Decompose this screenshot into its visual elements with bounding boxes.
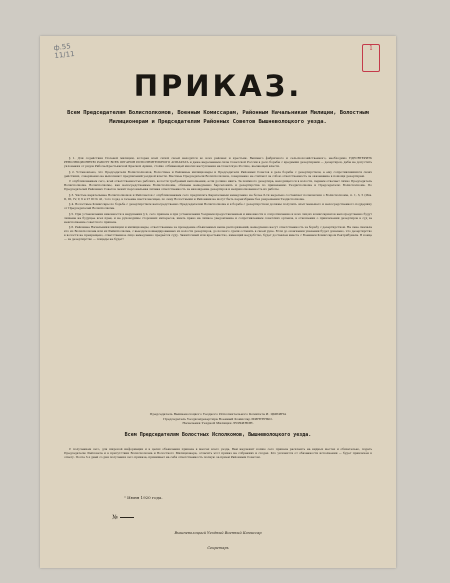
signature-block bbox=[64, 412, 372, 426]
archive-stamp-number: 1 bbox=[369, 45, 373, 52]
signature-militia-chief: Начальник Уездной Милиции ЛУРКИНИН. bbox=[182, 421, 254, 426]
second-addressee-heading: Всем Председателям Волостных Исполкомов, Вышневолоцкого уезда. bbox=[124, 432, 312, 438]
order-paragraph-7: § 6. Районные Начальники милиции и милиционеры, ответственные за проведение объявленных выше распоряжений, немедленно несут ответственность за борьбу с дезертирством. На сане сначала кто из Волисполкома или их Райисполкома, с выездом командированных из волости дезертиров, до полного сдачи оставить в своей руке. Если до окончания указания будет доказано, что дезертирство в волости не прекращено, ответственное лицо немедленно предаётся суду. Зажиточный или крестьянство, имеющий неудобство, будет доставлен вместе с Военным Комиссаром Ревтрибунала. В конце — за дезертирство — пощады не будет! bbox=[64, 225, 372, 242]
document-date: " Июня 1920 года. bbox=[124, 495, 163, 500]
order-paragraph-5: § 4. Волостные Комиссары по борьбе с дезертирством непосредственно Председателям Волисполкома и в борьбе с дезертирством должны получить опыт меньшего и непосредственного поддержку от Председателей Волисполкома. bbox=[64, 202, 372, 211]
instruction-body bbox=[64, 447, 372, 459]
document-sheet bbox=[40, 36, 396, 568]
archive-sheet-note: 11/11 bbox=[54, 49, 75, 61]
document-number-label: № bbox=[112, 514, 118, 521]
signature-commissar: Председатель Уездкомдезертира Военный Комиссар МИНТЕНКО. bbox=[163, 416, 273, 421]
instruction-paragraph: С получением сего, для широкой информации и в целях объявления приказа в массах всего уезда, Вам надлежит копию сего приказа расклеить на видных местах и обязательно, подать Председателю Райсовета и в присутствии Волисполкома и Волостного Милиционера, огласить этот приказ на собраниях и сходах. Кто уклонится от обязанности исполнения — будет привлечён к ответу. После 3-х дней со дня получения сего приказа, принимает на себя ответственность полную за прием Районным Советом. bbox=[64, 447, 372, 460]
document-title: ПРИКАЗ. bbox=[133, 69, 303, 103]
order-body bbox=[64, 156, 372, 243]
signature-chairman: Председатель Вышневолоцкого Уездного Исполнительного Комитета И. ЦЫБИНА bbox=[149, 412, 287, 416]
order-paragraph-4: § 3. Чистые карательные Волисполкомов и Райсоветов с опубликованием сего предписать Карательным немедленно не более 6-ти недельно составляет полномочия о Волисполкомы, п. 1, 3, 5 (Изв. II, III, IV, V, 6 и 27 III № 41, того года), в течение шести месяцев, по сему Волостными и Районами не могут быть переизбраны без разрешения Уездисполкома. bbox=[64, 192, 372, 201]
document-addressee-heading: Всем Председателям Волисполкомов, Военным Комиссарам, Районным Начальникам Милиции, Волостным Милиционерам и Председателям Районных Советов Вышневолоцкого уезда. bbox=[67, 110, 369, 125]
archive-pencil-note bbox=[53, 42, 75, 60]
order-paragraph-3: С опубликованием сего, всей ответственностью рабочих, волости требуемый выполнения, если должно явить. За поимкого дезертира, находящегося в волости, первым отвечает лично Председатель Волисполкома. Волисполкомы, как непосредственные Волисполкомы, обязаны немедленно барселонить и дезертирства по приказанию Уездисполкома и Председателю Волисполкома. По Председателей Районных Советов лежит персональная личная ответственность за нахождение дезертиров и неприкосновенность их работы. bbox=[64, 179, 372, 192]
order-paragraph-2: § 2. Установлено, что Председатели Волисполкомов, Волостные и Районные милиционеры и Председатели Районных Советов в деле борьбы с дезертирством, а ему сопротивлявшихся своих действиях, совершенно не выполняют предписаний уездной власти. Местные Председатели Волисполкомов, совершенно не считают за собою ответственность за оказывание в помощи дезертирам. bbox=[64, 169, 372, 178]
order-paragraph-6: § 5. При установлении виновности в нарушении § 2, сего приказа в при установлении Уездным предоставлением и виновности к сопротивлению и всех лиц их комиссариатов непосредственно будут лишены на будущее всех прав, и не руководимы сторонних интересов, иметь право на личное уведомление и сопротивлением советских органов, в отношении о привлечения дезертиров в суд за неисполнение советского приказа. bbox=[64, 211, 372, 224]
archive-stamp bbox=[362, 44, 380, 72]
order-paragraph-1: § 1. Для содействия Полевой милиции, которая всей силой своей находится во всех районах и крестьян. Вышнего фабричного и сельскохозяйственного, необходимо УДЕСЯТЕРИТЬ РЕВОЛЮЦИОННУЮ РАБОТУ ВСЕХ ОРГАНОВ ИСПОЛНИТЕЛЬНОГО АППАРАТА и даже выделенным силы Советской России в дело борьбы с вредными дезертирами — дезертиров, дабы не допустить уклонения от рядов Рабоче-Крестьянской Красной Армии, стойко отбивающей многих наступления на Советскую Россию, желающей власти. bbox=[64, 156, 372, 169]
number-blank-line bbox=[120, 517, 134, 518]
signatory-title: Вышневолоцкий Уездный Военный Комиссар bbox=[174, 531, 262, 535]
archive-fond-note: ф.55 bbox=[53, 42, 72, 53]
secretary-signature: Секретарь bbox=[207, 546, 229, 550]
document-number bbox=[112, 514, 134, 521]
